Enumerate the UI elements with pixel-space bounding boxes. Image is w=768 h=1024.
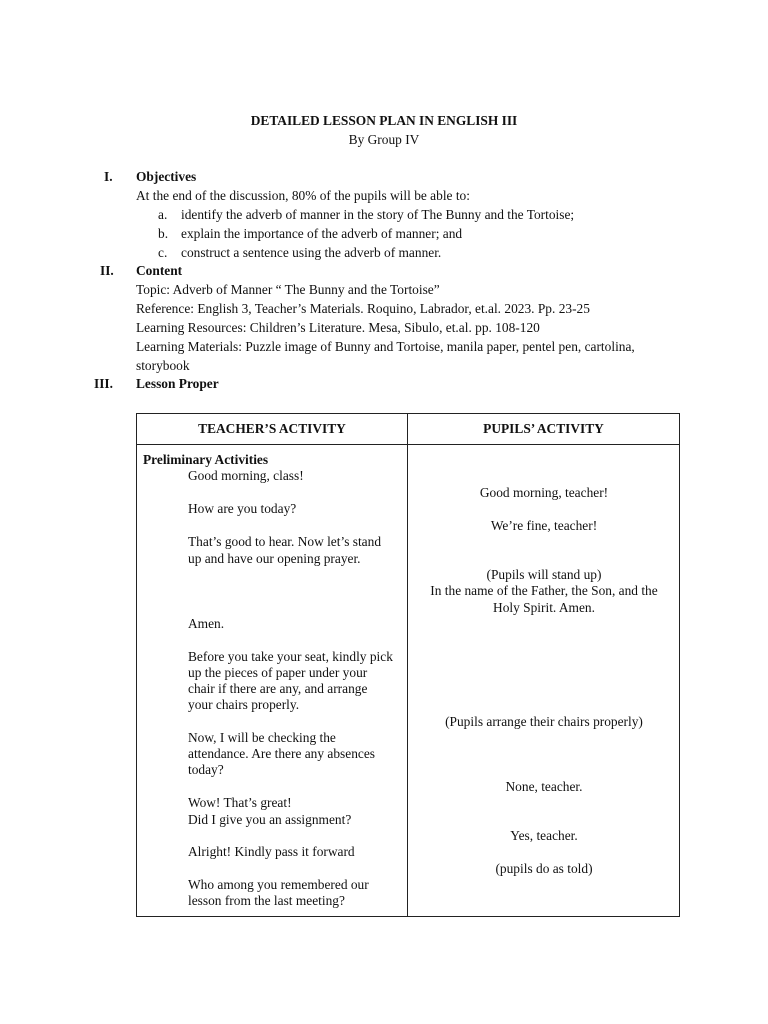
table-header-row: [137, 414, 680, 445]
preliminary-activities-heading: Preliminary Activities: [143, 452, 269, 467]
objectives-intro: At the end of the discussion, 80% of the pupils will be able to:: [136, 188, 470, 203]
teacher-line: Now, I will be checking the: [188, 730, 336, 745]
pupil-line: We’re fine, teacher!: [490, 518, 598, 533]
content-topic: Topic: Adverb of Manner “ The Bunny and the Tortoise”: [136, 282, 440, 297]
section-heading-lesson: Lesson Proper: [136, 376, 219, 391]
objective-item: explain the importance of the adverb of manner; and: [181, 226, 463, 241]
teacher-line: Did I give you an assignment?: [188, 812, 352, 827]
objective-marker: b.: [158, 226, 169, 241]
section-numeral-objectives: I.: [104, 169, 113, 184]
teacher-line: Alright! Kindly pass it forward: [188, 844, 355, 859]
teacher-line: How are you today?: [188, 501, 297, 516]
teacher-line: your chairs properly.: [188, 697, 300, 712]
teacher-line: Wow! That’s great!: [188, 795, 292, 810]
pupil-line: In the name of the Father, the Son, and the: [430, 583, 658, 598]
teacher-line: today?: [188, 762, 224, 777]
pupils-activity-header: PUPILS’ ACTIVITY: [408, 414, 680, 445]
teacher-line: attendance. Are there any absences: [188, 746, 375, 761]
section-numeral-content: II.: [100, 263, 114, 278]
byline: By Group IV: [348, 132, 420, 147]
page-title: DETAILED LESSON PLAN IN ENGLISH III: [250, 113, 518, 128]
pupil-line: (Pupils will stand up): [486, 567, 602, 582]
objective-item: construct a sentence using the adverb of manner.: [181, 245, 442, 260]
teacher-line: Good morning, class!: [188, 468, 304, 483]
objective-item: identify the adverb of manner in the story of The Bunny and the Tortoise;: [181, 207, 575, 222]
table-row: [137, 445, 680, 917]
content-learning-materials: Learning Materials: Puzzle image of Bunny and Tortoise, manila paper, pentel pen, cartolina,: [136, 339, 635, 354]
pupil-line: Holy Spirit. Amen.: [493, 600, 595, 615]
section-heading-objectives: Objectives: [136, 169, 197, 184]
teacher-activity-header: TEACHER’S ACTIVITY: [137, 414, 408, 445]
objective-marker: a.: [158, 207, 168, 222]
teacher-line: Who among you remembered our: [188, 877, 369, 892]
section-numeral-lesson: III.: [94, 376, 113, 391]
teacher-line: up and have our opening prayer.: [188, 551, 361, 566]
teacher-line: chair if there are any, and arrange: [188, 681, 368, 696]
teacher-line: up the pieces of paper under your: [188, 665, 368, 680]
content-learning-materials-cont: storybook: [136, 358, 190, 373]
pupil-line: Good morning, teacher!: [479, 485, 609, 500]
section-heading-content: Content: [136, 263, 183, 278]
teacher-line: lesson from the last meeting?: [188, 893, 345, 908]
pupil-line: None, teacher.: [505, 779, 583, 794]
teacher-line: Before you take your seat, kindly pick: [188, 649, 393, 664]
pupil-line: (pupils do as told): [495, 861, 593, 876]
pupil-line: (Pupils arrange their chairs properly): [445, 714, 643, 729]
objective-marker: c.: [158, 245, 168, 260]
teacher-line: That’s good to hear. Now let’s stand: [188, 534, 382, 549]
pupil-line: Yes, teacher.: [510, 828, 578, 843]
teacher-line: Amen.: [188, 616, 225, 631]
teacher-activity-cell: [137, 445, 408, 917]
content-learning-resources: Learning Resources: Children’s Literature. Mesa, Sibulo, et.al. pp. 108-120: [136, 320, 540, 335]
content-reference: Reference: English 3, Teacher’s Materials. Roquino, Labrador, et.al. 2023. Pp. 23-25: [136, 301, 590, 316]
pupils-activity-cell: [408, 445, 680, 917]
activity-table: [136, 413, 680, 917]
